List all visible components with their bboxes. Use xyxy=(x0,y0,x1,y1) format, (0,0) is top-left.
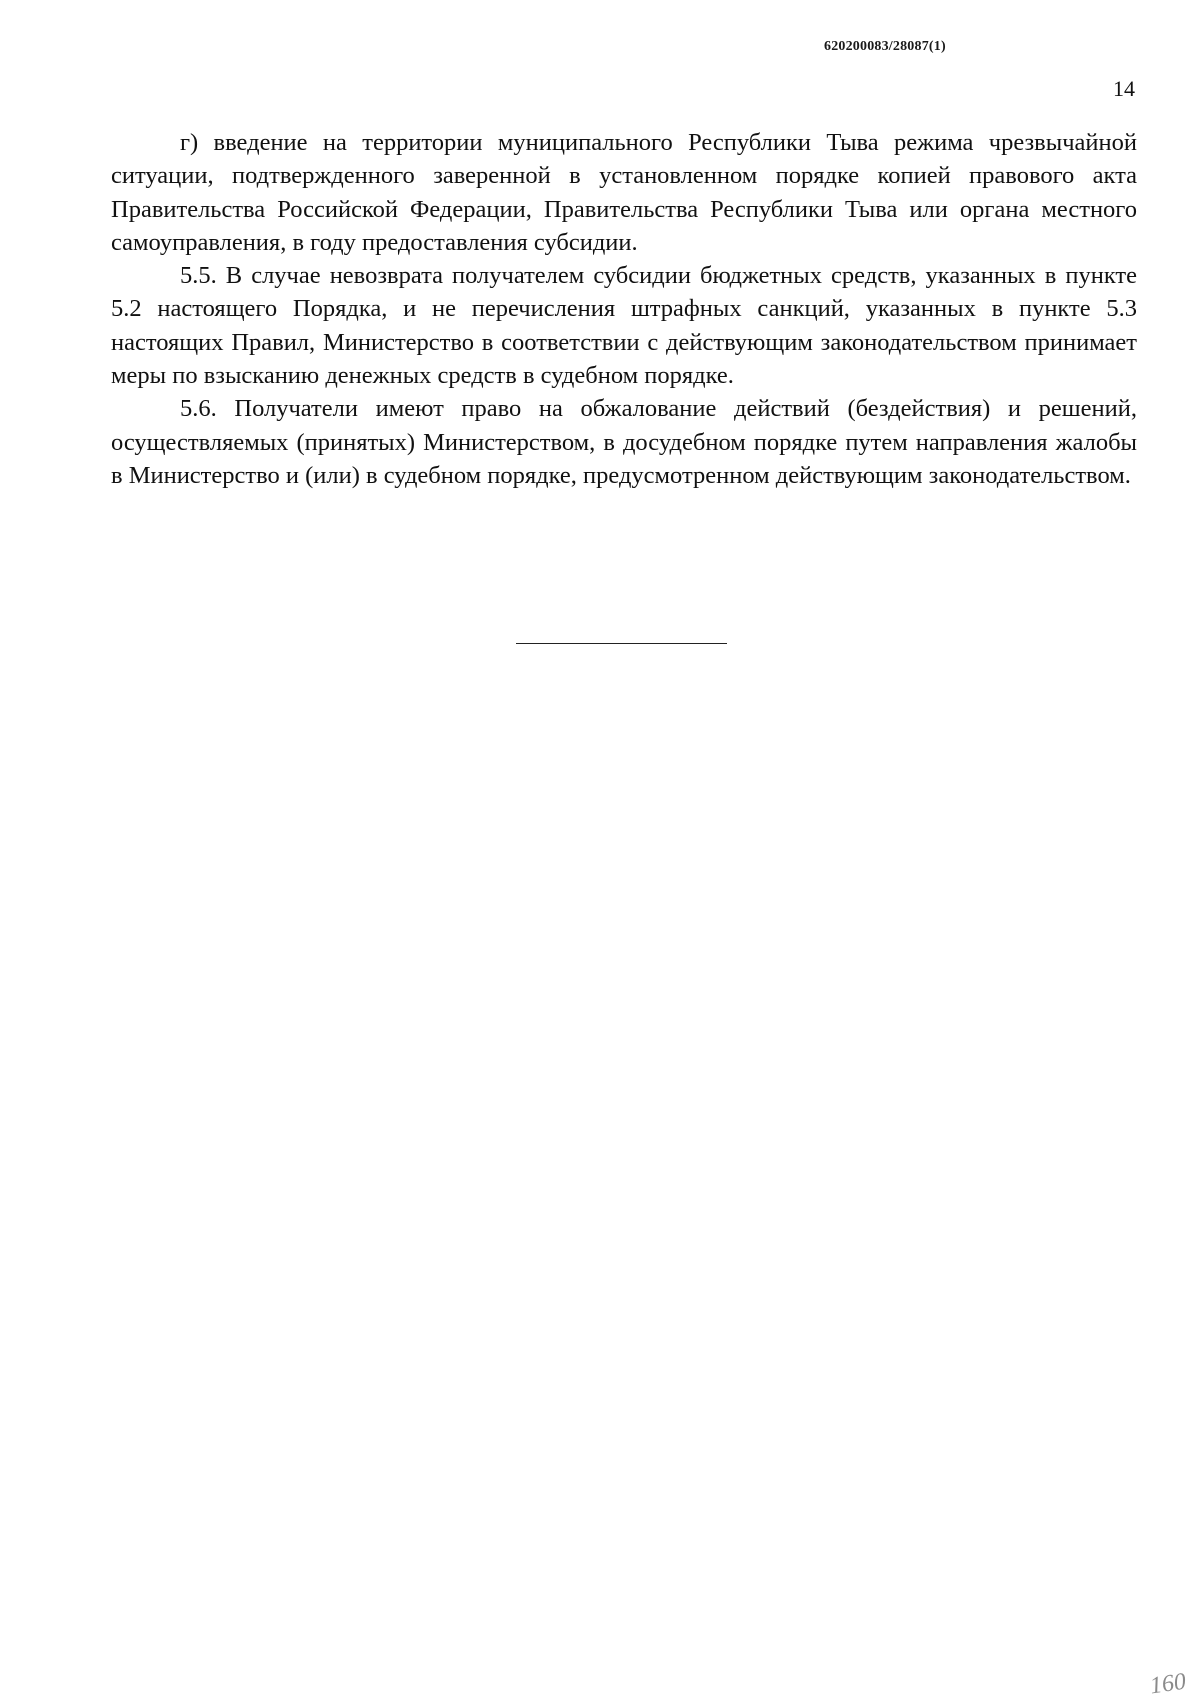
handwritten-sheet-number: 160 xyxy=(1148,1668,1188,1700)
paragraph-5-6: 5.6. Получатели имеют право на обжалование действий (бездействия) и решений, осуществляемых (принятых) Министерством, в досудебном порядке путем направления жалобы в Министерство и (или) в судебном порядке, предусмотренном действующим законодательством. xyxy=(111,395,1137,489)
page-number: 14 xyxy=(1113,76,1135,101)
paragraph-g: г) введение на территории муниципального Республики Тыва режима чрезвычайной ситуации, подтвержденного заверенной в установленном порядке копией правового акта Правительства Российской Федерации, Правительства Республики Тыва или органа местного самоуправления, в году предоставления субсидии. xyxy=(111,129,1137,256)
paragraph-5-5: 5.5. В случае невозврата получателем субсидии бюджетных средств, указанных в пункте 5.2 настоящего Порядка, и не перечисления штрафных санкций, указанных в пункте 5.3 настоящих Правил, Министерство в соответствии с действующим законодательством принимает меры по взысканию денежных средств в судебном порядке. xyxy=(111,262,1137,390)
document-body xyxy=(111,126,1137,492)
end-of-text-divider xyxy=(516,643,727,644)
document-registration-number: 620200083/28087(1) xyxy=(824,39,946,54)
